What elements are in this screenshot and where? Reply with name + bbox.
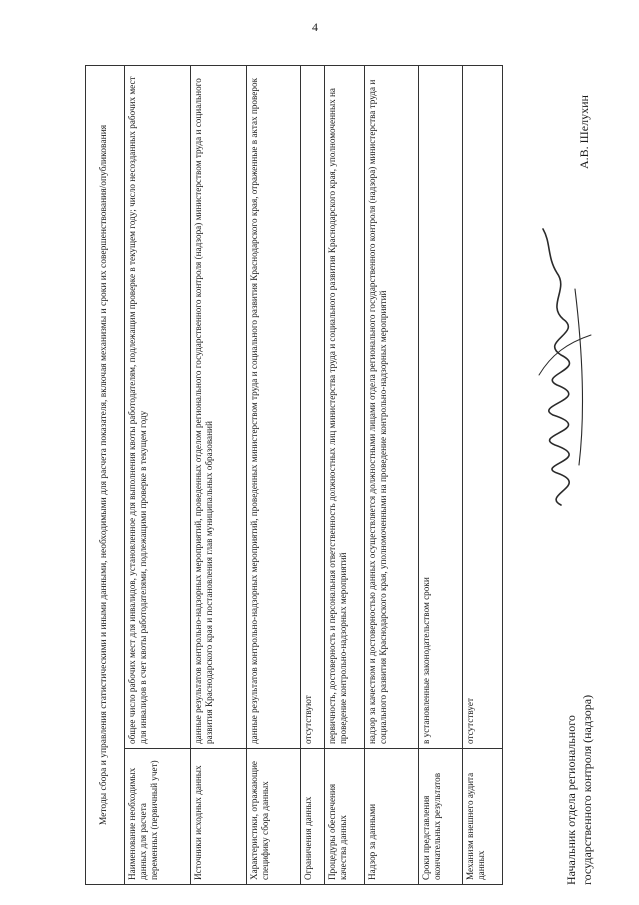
methods-table <box>85 65 503 885</box>
row-label: Механизм внешнего аудита данных <box>463 749 503 885</box>
table-row <box>191 66 247 885</box>
row-value: данные результатов контрольно-надзорных мероприятий, проведенных отделом регионального государственного контроля (надзора) министерством труда и социального развития Краснодарского края и постановления глав муниципальных образований <box>191 66 247 749</box>
table-row <box>247 66 301 885</box>
row-value: первичность, достоверность и персональная ответственность должностных лиц министерства труда и социального развития Краснодарского края, уполномоченных на проведение контрольно-надзорных мероприятий <box>325 66 365 749</box>
signatory-position-line: государственного контроля (надзора) <box>580 694 595 885</box>
signatory-position-line: Начальник отдела регионального <box>564 715 578 885</box>
signatory-position <box>563 505 595 885</box>
table-row <box>463 66 503 885</box>
row-value: отсутствуют <box>301 66 325 749</box>
row-label: Сроки представления окончательных результатов <box>419 749 463 885</box>
page-number: 4 <box>312 20 318 34</box>
row-label: Наименование необходимых данных для расчета переменных (первичный учет) <box>125 749 191 885</box>
table-row <box>419 66 463 885</box>
row-value: отсутствует <box>463 66 503 749</box>
table-header: Методы сбора и управления статистическими и иными данными, необходимыми для расчета показателя, включая механизмы и сроки их совершенствования/опубликования <box>86 66 125 885</box>
table-header-row <box>86 66 125 885</box>
table-row <box>325 66 365 885</box>
row-label: Источники исходных данных <box>191 749 247 885</box>
row-label: Характеристики, отражающие специфику сбора данных <box>247 749 301 885</box>
rotated-page-content <box>85 65 625 885</box>
row-value: надзор за качеством и достоверностью данных осуществляется должностными лицами отдела регионального государственного контроля (надзора) министерства труда и социального развития Краснодарского края, уполномоченными на проведение контрольно-надзорных мероприятий <box>365 66 419 749</box>
row-value: общее число рабочих мест для инвалидов, установленное для выполнения квоты работодателям, подлежащим проверке в текущем году; число несозданных рабочих мест для инвалидов в счет квоты работодателями, подлежащими проверке в текущем году <box>125 66 191 749</box>
row-value: в установленные законодательством сроки <box>419 66 463 749</box>
table-row <box>301 66 325 885</box>
table-row <box>365 66 419 885</box>
signatory-name: А.В. Шелухин <box>577 95 591 169</box>
row-label: Надзор за данными <box>365 749 419 885</box>
handwritten-signature <box>521 225 617 525</box>
row-label: Процедуры обеспечения качества данных <box>325 749 365 885</box>
row-label: Ограничения данных <box>301 749 325 885</box>
row-value: данные результатов контрольно-надзорных мероприятий, проведенных министерством труда и социального развития Краснодарского края, отраженные в актах проверок <box>247 66 301 749</box>
table-row <box>125 66 191 885</box>
